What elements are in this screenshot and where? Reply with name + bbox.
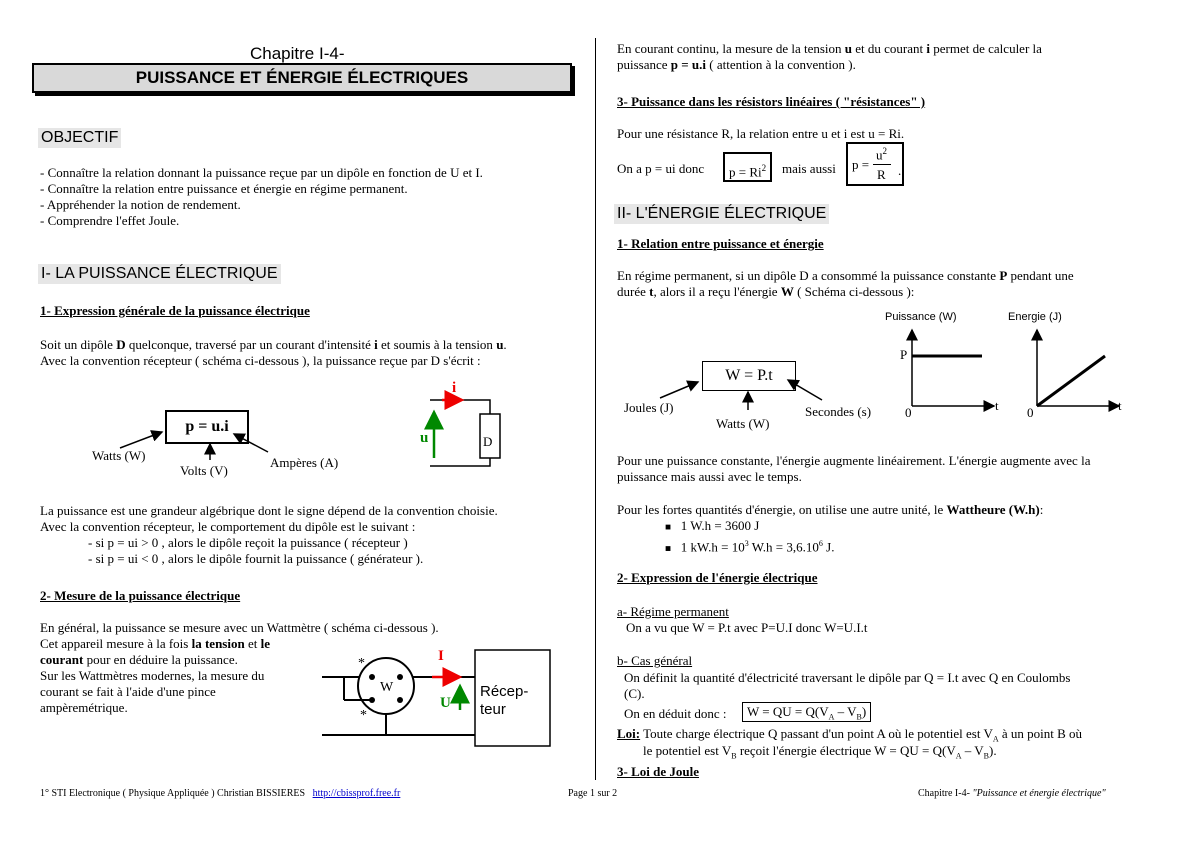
s2-sub1-text: En régime permanent, si un dipôle D a consommé la puissance constante P pendant une durée t, alors il a reçu l'énergie W ( Schéma ci-dessous ):	[617, 268, 1074, 299]
list-item: - Connaître la relation donnant la puissance reçue par un dipôle en fonction de U et I.	[40, 165, 483, 180]
formula-wqu-box: W = QU = $Q(V_A - V_B)$	[742, 702, 871, 722]
section1-heading: I- LA PUISSANCE ÉLECTRIQUE	[38, 264, 281, 284]
cc-text: En courant continu, la mesure de la tension u et du courant i permet de calculer la puissance p = u.i ( attention à la convention ).	[617, 41, 1042, 72]
s2-sub1-heading: 1- Relation entre puissance et énergie	[617, 236, 824, 251]
formula-u2r-box: p = $u^2$ R	[846, 142, 904, 186]
footer-link[interactable]: http://cbissprof.free.fr	[312, 788, 401, 799]
sub2-text: En général, la puissance se mesure avec un Wattmètre ( schéma ci-dessous ). Cet appareil mesure à la fois la tension et le courant pour en déduire la puissance. Sur les Wattmètres modernes, la mesure du courant se fait à l'aide d'une pince ampèremétrique.	[40, 620, 439, 715]
column-divider	[595, 38, 596, 780]
formula-wpt-box: W = P.t	[702, 361, 796, 391]
sub2-heading: 2- Mesure de la puissance électrique	[40, 588, 241, 603]
sub1-text: Soit un dipôle D quelconque, traversé par un courant d'intensité i et soumis à la tension u. Avec la convention récepteur ( schéma ci-dessous ), la puissance reçue par D s'écrit :	[40, 337, 507, 368]
graph-power	[900, 318, 1010, 423]
graph1-zero: 0	[905, 405, 912, 420]
formula-arrows	[110, 420, 280, 470]
label-amperes: Ampères (A)	[270, 455, 339, 470]
wattmeter-w-label: W	[380, 680, 394, 695]
sub1-heading: 1- Expression générale de la puissance électrique	[40, 303, 310, 318]
bullet-item: ■ 1 W.h = 3600 J	[665, 518, 760, 533]
circuit-u-label: u	[420, 430, 429, 446]
graph1-t: t	[995, 398, 999, 413]
formula-ri2-box: $p = Ri^2$	[723, 152, 772, 182]
objectif-list	[40, 165, 483, 229]
label-watts: Watts (W)	[92, 448, 146, 463]
s2-sub1-para3: Pour les fortes quantités d'énergie, on utilise une autre unité, le Wattheure (W.h):	[617, 502, 1044, 517]
list-item: - Appréhender la notion de rendement.	[40, 197, 241, 212]
sub1-para: La puissance est une grandeur algébrique dont le signe dépend de la convention choisie. Avec la convention récepteur, le comportement du dipôle est le suivant : - si p = ui > 0 , alors le dipôle reçoit la puissance ( récepteur ) - si p = ui < 0 , alors le dipôle fournit la puissance ( générateur ).	[40, 503, 498, 566]
circuit-d-label: D	[483, 434, 493, 449]
loi-line1: Loi: Toute charge électrique Q passant d'un point A où le potentiel est $V_A$ à un point B où	[617, 726, 1083, 744]
recepteur-label: Récep- teur	[480, 683, 529, 718]
bullet-item: ■ 1 $kW.h = 10^3$ $W.h = 3,6.10^6$ J.	[665, 539, 835, 555]
objectif-heading: OBJECTIF	[38, 128, 121, 148]
list-item: - Connaître la relation entre puissance et énergie en régime permanent.	[40, 181, 408, 196]
energy-line	[1037, 356, 1105, 406]
graph1-ylabel: Puissance (W)	[885, 311, 957, 323]
wattmeter-star-bottom: *	[360, 708, 367, 723]
sub3-line1: Pour une résistance R, la relation entre u et i est u = Ri.	[617, 126, 905, 141]
circuit-i-label: i	[452, 380, 457, 396]
label-volts: Volts (V)	[180, 463, 228, 478]
chapter-label: Chapitre I-4-	[250, 44, 345, 63]
label-watts-2: Watts (W)	[716, 416, 770, 431]
graph2-zero: 0	[1027, 405, 1034, 420]
b-text: On définit la quantité d'électricité traversant le dipôle par Q = I.t avec Q en Coulombs (C).	[624, 670, 1071, 701]
s2-sub3-heading: 3- Loi de Joule	[617, 764, 699, 779]
label-joules: Joules (J)	[624, 400, 674, 415]
footer-right: Chapitre I-4- "Puissance et énergie électrique"	[918, 788, 1106, 799]
label-secondes: Secondes (s)	[805, 404, 872, 419]
b-line3: On en déduit donc :	[624, 706, 727, 721]
graph2-t: t	[1118, 398, 1122, 413]
dipole-circuit	[412, 378, 512, 473]
a-heading: a- Régime permanent	[617, 604, 729, 619]
b-heading: b- Cas général	[617, 653, 693, 668]
footer-center: Page 1 sur 2	[568, 788, 618, 799]
sub3-line2-a: On a p = ui donc	[617, 161, 705, 176]
wattmeter-i-label: I	[438, 648, 444, 664]
loi-line2: le potentiel est $V_B$ reçoit l'énergie électrique W = QU = $Q(V_A - V_B)$.	[643, 743, 997, 761]
graph1-p: P	[900, 347, 908, 362]
wpt-arrows	[650, 370, 830, 420]
a-line: On a vu que W = P.t avec P=U.I donc W=U.I.t	[626, 620, 868, 635]
formula-pui-box: p = u.i	[165, 410, 249, 444]
footer-left: 1° STI Electronique ( Physique Appliquée ) Christian BISSIERES http://cbissprof.free.fr	[40, 788, 401, 799]
graph2-ylabel: Energie (J)	[1008, 311, 1062, 323]
main-title: PUISSANCE ET ÉNERGIE ÉLECTRIQUES	[32, 63, 572, 93]
sub3-dot: .	[898, 163, 902, 178]
sub3-heading: 3- Puissance dans les résistors linéaires ( "résistances" )	[617, 94, 926, 109]
wattmeter-star-top: *	[358, 656, 365, 671]
s2-sub1-para: Pour une puissance constante, l'énergie augmente linéairement. L'énergie augmente avec la puissance mais aussi avec le temps.	[617, 453, 1091, 484]
s2-sub2-heading: 2- Expression de l'énergie électrique	[617, 570, 818, 585]
section2-heading: II- L'ÉNERGIE ÉLECTRIQUE	[614, 204, 829, 224]
list-item: - Comprendre l'effet Joule.	[40, 213, 180, 228]
wattmeter-u-label: U	[440, 695, 451, 711]
sub3-line2-b: mais aussi	[782, 161, 836, 176]
